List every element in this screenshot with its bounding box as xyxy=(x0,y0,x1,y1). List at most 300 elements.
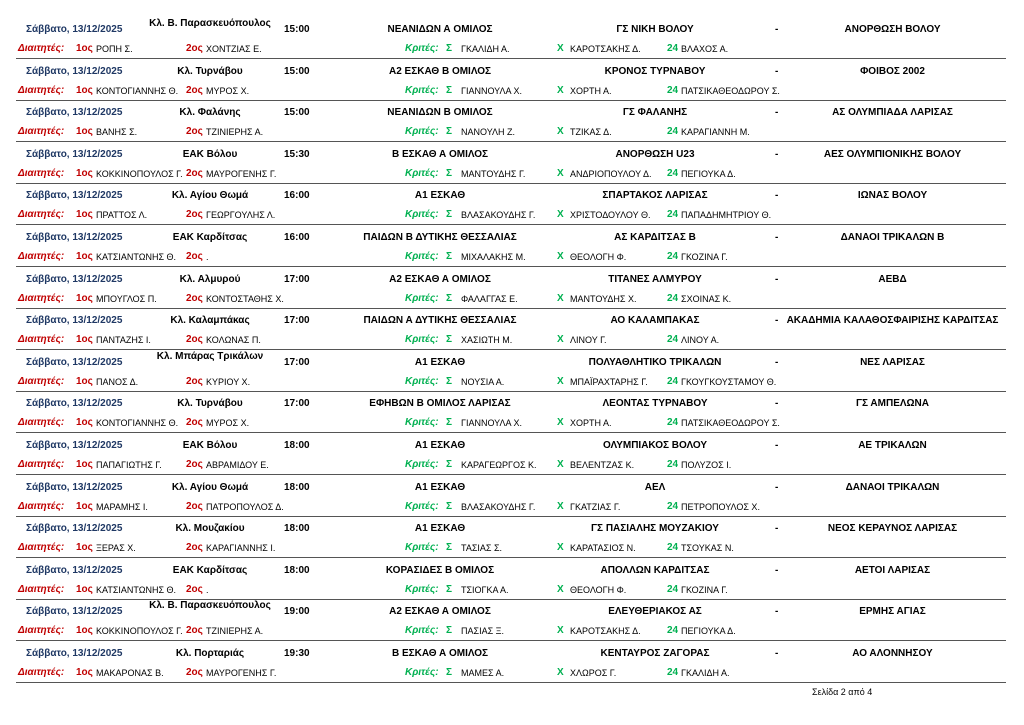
away-team: ΑΚΑΔΗΜΙΑ ΚΑΛΑΘΟΣΦΑΙΡΙΣΗΣ ΚΑΡΔΙΤΣΑΣ xyxy=(786,315,999,327)
scorer-name: ΜΑΜΕΣ Α. xyxy=(461,667,505,678)
away-team: ΑΝΟΡΘΩΣΗ ΒΟΛΟΥ xyxy=(844,24,941,35)
versus-dash: - xyxy=(775,273,779,285)
shot-clock-mark: 24 xyxy=(667,292,679,304)
first-referee-name: ΜΠΟΥΓΛΟΣ Π. xyxy=(96,293,157,304)
referees-label: Διαιτητές: xyxy=(18,126,65,138)
match-row xyxy=(0,351,1024,393)
shot-clock-mark: 24 xyxy=(667,417,679,429)
shot-clock-mark: 24 xyxy=(667,167,679,179)
judges-label: Κριτές: xyxy=(405,292,439,304)
scorer-mark: Σ xyxy=(446,583,453,595)
first-referee-name: ΠΑΠΑΓΙΩΤΗΣ Γ. xyxy=(96,459,162,470)
second-referee-name: ΓΕΩΡΓΟΥΛΗΣ Λ. xyxy=(206,210,276,221)
timer-mark: Χ xyxy=(557,167,564,179)
versus-dash: - xyxy=(775,481,779,493)
judges-label: Κριτές: xyxy=(405,666,439,678)
first-referee-name: ΡΟΠΗ Σ. xyxy=(96,44,133,54)
judges-label: Κριτές: xyxy=(405,583,439,595)
timer-name: ΑΝΔΡΙΟΠΟΥΛΟΥ Δ. xyxy=(570,168,652,179)
match-venue: ΕΑΚ Βόλου xyxy=(182,148,238,160)
versus-dash: - xyxy=(775,606,779,618)
judges-label: Κριτές: xyxy=(405,375,439,387)
scorer-mark: Σ xyxy=(446,542,453,554)
judges-label: Κριτές: xyxy=(405,84,439,96)
second-referee-label: 2ος xyxy=(186,43,203,54)
match-time: 17:00 xyxy=(284,356,310,368)
scorer-name: ΦΑΛΑΓΓΑΣ Ε. xyxy=(461,293,518,304)
match-date: Σάββατο, 13/12/2025 xyxy=(26,231,123,243)
home-team: ΠΟΛΥΑΘΛΗΤΙΚΟ ΤΡΙΚΑΛΩΝ xyxy=(588,356,722,368)
away-team: ΑΕΣ ΟΛΥΜΠΙΟΝΙΚΗΣ ΒΟΛΟΥ xyxy=(823,148,962,160)
match-category: Β ΕΣΚΑΘ Α ΟΜΙΛΟΣ xyxy=(391,647,489,659)
away-team: ΑΕ ΤΡΙΚΑΛΩΝ xyxy=(858,439,927,451)
match-time: 15:00 xyxy=(284,65,310,77)
match-date: Σάββατο, 13/12/2025 xyxy=(26,398,123,410)
scorer-mark: Σ xyxy=(446,417,453,429)
match-date: Σάββατο, 13/12/2025 xyxy=(26,523,123,535)
scorer-mark: Σ xyxy=(446,375,453,387)
first-referee-name: ΞΕΡΑΣ Χ. xyxy=(96,543,136,554)
first-referee-name: ΒΑΝΗΣ Σ. xyxy=(96,127,138,138)
referees-label: Διαιτητές: xyxy=(18,209,65,221)
first-referee-name: ΚΟΚΚΙΝΟΠΟΥΛΟΣ Γ. xyxy=(96,168,183,179)
first-referee-label: 1ος xyxy=(76,500,93,512)
timer-name: ΧΛΩΡΟΣ Γ. xyxy=(570,667,617,678)
match-category: Α1 ΕΣΚΑΘ xyxy=(414,439,466,451)
match-category: Α2 ΕΣΚΑΘ Α ΟΜΙΛΟΣ xyxy=(389,273,491,285)
match-venue: Κλ. Μουζακίου xyxy=(175,523,245,535)
referees-label: Διαιτητές: xyxy=(18,500,65,512)
referees-label: Διαιτητές: xyxy=(18,84,65,96)
away-team: ΑΕΤΟΙ ΛΑΡΙΣΑΣ xyxy=(854,564,931,576)
scorer-mark: Σ xyxy=(446,250,453,262)
match-venue: Κλ. Καλαμπάκας xyxy=(170,315,250,327)
match-date: Σάββατο, 13/12/2025 xyxy=(26,24,123,35)
timer-mark: Χ xyxy=(557,84,564,96)
scorer-name: ΚΑΡΑΓΕΩΡΓΟΣ Κ. xyxy=(461,459,537,470)
first-referee-name: ΠΑΝΟΣ Δ. xyxy=(96,376,139,387)
timer-name: ΜΑΝΤΟΥΔΗΣ Χ. xyxy=(570,293,637,304)
timer-mark: Χ xyxy=(557,43,564,54)
first-referee-name: ΚΟΝΤΟΓΙΑΝΝΗΣ Θ. xyxy=(96,418,179,429)
away-team: ΑΕΒΔ xyxy=(878,273,907,285)
shot-clock-name: ΠΕΤΡΟΠΟΥΛΟΣ Χ. xyxy=(681,501,760,512)
first-referee-label: 1ος xyxy=(76,43,93,54)
first-referee-name: ΚΑΤΣΙΑΝΤΩΝΗΣ Θ. xyxy=(96,584,177,595)
away-team: ΑΣ ΟΛΥΜΠΙΑΔΑ ΛΑΡΙΣΑΣ xyxy=(832,107,953,119)
timer-mark: Χ xyxy=(557,292,564,304)
timer-mark: Χ xyxy=(557,583,564,595)
second-referee-name: ΤΖΙΝΙΕΡΗΣ Α. xyxy=(206,127,264,138)
second-referee-label: 2ος xyxy=(186,500,203,512)
first-referee-label: 1ος xyxy=(76,250,93,262)
referees-label: Διαιτητές: xyxy=(18,334,65,346)
scorer-name: ΓΚΑΛΙΔΗ Α. xyxy=(461,44,510,54)
match-category: Α2 ΕΣΚΑΘ Β ΟΜΙΛΟΣ xyxy=(388,65,492,77)
match-venue: Κλ. Πορταριάς xyxy=(175,647,245,659)
scorer-name: ΓΙΑΝΝΟΥΛΑ Χ. xyxy=(461,85,523,96)
match-date: Σάββατο, 13/12/2025 xyxy=(26,356,123,368)
shot-clock-name: ΓΚΟΖΙΝΑ Γ. xyxy=(681,584,728,595)
judges-label: Κριτές: xyxy=(405,625,439,637)
scorer-mark: Σ xyxy=(446,625,453,637)
second-referee-label: 2ος xyxy=(186,375,203,387)
match-venue: Κλ. Μπάρας Τρικάλων xyxy=(156,350,264,362)
home-team: ΕΛΕΥΘΕΡΙΑΚΟΣ ΑΣ xyxy=(608,606,702,618)
second-referee-label: 2ος xyxy=(186,666,203,678)
timer-name: ΒΕΛΕΝΤΖΑΣ Κ. xyxy=(570,459,635,470)
match-time: 18:00 xyxy=(284,481,310,493)
shot-clock-name: ΠΑΤΣΙΚΑΘΕΟΔΩΡΟΥ Σ. xyxy=(681,418,780,429)
match-schedule xyxy=(0,18,1024,684)
match-category: Α2 ΕΣΚΑΘ Α ΟΜΙΛΟΣ xyxy=(389,606,491,618)
away-team: ΕΡΜΗΣ ΑΓΙΑΣ xyxy=(859,606,926,618)
referees-label: Διαιτητές: xyxy=(18,375,65,387)
match-venue: Κλ. Τυρνάβου xyxy=(177,398,243,410)
first-referee-name: ΠΡΑΤΤΟΣ Λ. xyxy=(96,210,148,221)
scorer-mark: Σ xyxy=(446,666,453,678)
shot-clock-name: ΠΟΛΥΖΟΣ Ι. xyxy=(681,459,732,470)
home-team: ΚΡΟΝΟΣ ΤΥΡΝΑΒΟΥ xyxy=(604,65,706,77)
match-row xyxy=(0,101,1024,143)
shot-clock-name: ΤΣΟΥΚΑΣ Ν. xyxy=(681,543,734,554)
match-row xyxy=(0,226,1024,268)
match-category: ΠΑΙΔΩΝ Α ΔΥΤΙΚΗΣ ΘΕΣΣΑΛΙΑΣ xyxy=(363,315,517,327)
second-referee-label: 2ος xyxy=(186,167,203,179)
second-referee-name: ΜΥΡΟΣ Χ. xyxy=(206,85,250,96)
match-date: Σάββατο, 13/12/2025 xyxy=(26,148,123,160)
scorer-name: ΒΛΑΣΑΚΟΥΔΗΣ Γ. xyxy=(461,210,536,221)
second-referee-label: 2ος xyxy=(186,292,203,304)
versus-dash: - xyxy=(775,65,779,77)
match-row xyxy=(0,559,1024,601)
match-date: Σάββατο, 13/12/2025 xyxy=(26,107,123,119)
away-team: ΔΑΝΑΟΙ ΤΡΙΚΑΛΩΝ Β xyxy=(840,231,945,243)
scorer-name: ΝΟΥΣΙΑ Α. xyxy=(461,376,505,387)
scorer-mark: Σ xyxy=(446,292,453,304)
scorer-name: ΜΙΧΑΛΑΚΗΣ Μ. xyxy=(461,251,526,262)
judges-label: Κριτές: xyxy=(405,458,439,470)
match-time: 15:00 xyxy=(284,107,310,119)
match-venue: ΕΑΚ Καρδίτσας xyxy=(172,231,248,243)
first-referee-name: ΚΟΝΤΟΓΙΑΝΝΗΣ Θ. xyxy=(96,85,179,96)
timer-mark: Χ xyxy=(557,625,564,637)
scorer-name: ΓΙΑΝΝΟΥΛΑ Χ. xyxy=(461,418,523,429)
timer-name: ΜΠΑΪΡΑΧΤΑΡΗΣ Γ. xyxy=(570,376,648,387)
match-date: Σάββατο, 13/12/2025 xyxy=(26,647,123,659)
match-category: ΕΦΗΒΩΝ Β ΟΜΙΛΟΣ ΛΑΡΙΣΑΣ xyxy=(369,398,511,410)
match-venue: Κλ. Β. Παρασκευόπουλος xyxy=(149,18,271,29)
second-referee-name: ΑΒΡΑΜΙΔΟΥ Ε. xyxy=(206,459,269,470)
timer-mark: Χ xyxy=(557,209,564,221)
second-referee-name: ΜΑΥΡΟΓΕΝΗΣ Γ. xyxy=(206,667,277,678)
shot-clock-mark: 24 xyxy=(667,250,679,262)
match-date: Σάββατο, 13/12/2025 xyxy=(26,273,123,285)
match-row xyxy=(0,392,1024,434)
shot-clock-mark: 24 xyxy=(667,126,679,138)
timer-name: ΧΟΡΤΗ Α. xyxy=(570,418,612,429)
home-team: ΑΕΛ xyxy=(644,481,666,493)
first-referee-label: 1ος xyxy=(76,167,93,179)
second-referee-label: 2ος xyxy=(186,126,203,138)
timer-mark: Χ xyxy=(557,126,564,138)
home-team: ΛΕΟΝΤΑΣ ΤΥΡΝΑΒΟΥ xyxy=(602,398,708,410)
timer-name: ΚΑΡΟΤΣΑΚΗΣ Δ. xyxy=(570,626,641,637)
first-referee-label: 1ος xyxy=(76,126,93,138)
scorer-mark: Σ xyxy=(446,84,453,96)
first-referee-name: ΜΑΡΑΜΗΣ Ι. xyxy=(96,501,148,512)
home-team: ΣΠΑΡΤΑΚΟΣ ΛΑΡΙΣΑΣ xyxy=(602,190,708,202)
shot-clock-mark: 24 xyxy=(667,500,679,512)
second-referee-name: ΤΖΙΝΙΕΡΗΣ Α. xyxy=(206,626,264,637)
referees-label: Διαιτητές: xyxy=(18,43,65,54)
timer-mark: Χ xyxy=(557,666,564,678)
shot-clock-name: ΛΙΝΟΥ Α. xyxy=(681,335,720,346)
timer-mark: Χ xyxy=(557,458,564,470)
versus-dash: - xyxy=(775,356,779,368)
timer-mark: Χ xyxy=(557,375,564,387)
match-date: Σάββατο, 13/12/2025 xyxy=(26,315,123,327)
home-team: ΑΣ ΚΑΡΔΙΤΣΑΣ Β xyxy=(614,231,696,243)
match-time: 17:00 xyxy=(284,315,310,327)
match-time: 18:00 xyxy=(284,564,310,576)
shot-clock-name: ΠΕΓΙΟΥΚΑ Δ. xyxy=(681,168,736,179)
match-time: 18:00 xyxy=(284,523,310,535)
judges-label: Κριτές: xyxy=(405,167,439,179)
first-referee-label: 1ος xyxy=(76,209,93,221)
shot-clock-name: ΓΚΑΛΙΔΗ Α. xyxy=(681,667,730,678)
home-team: ΓΣ ΠΑΣΙΑΛΗΣ ΜΟΥΖΑΚΙΟΥ xyxy=(591,523,719,535)
shot-clock-name: ΠΕΓΙΟΥΚΑ Δ. xyxy=(681,626,736,637)
judges-label: Κριτές: xyxy=(405,417,439,429)
second-referee-name: ΜΑΥΡΟΓΕΝΗΣ Γ. xyxy=(206,168,277,179)
scorer-name: ΠΑΣΙΑΣ Ξ. xyxy=(461,626,504,637)
timer-name: ΛΙΝΟΥ Γ. xyxy=(570,335,607,346)
shot-clock-mark: 24 xyxy=(667,209,679,221)
scorer-name: ΝΑΝΟΥΛΗ Ζ. xyxy=(461,127,516,138)
match-category: Α1 ΕΣΚΑΘ xyxy=(414,356,466,368)
scorer-mark: Σ xyxy=(446,209,453,221)
referees-label: Διαιτητές: xyxy=(18,458,65,470)
match-venue: ΕΑΚ Βόλου xyxy=(182,439,238,451)
second-referee-label: 2ος xyxy=(186,625,203,637)
second-referee-label: 2ος xyxy=(186,583,203,595)
home-team: ΑΝΟΡΘΩΣΗ U23 xyxy=(615,148,695,160)
timer-name: ΘΕΟΛΟΓΗ Φ. xyxy=(570,584,627,595)
match-date: Σάββατο, 13/12/2025 xyxy=(26,481,123,493)
timer-name: ΧΡΙΣΤΟΔΟΥΛΟΥ Θ. xyxy=(570,210,651,221)
referees-label: Διαιτητές: xyxy=(18,625,65,637)
match-row xyxy=(0,184,1024,226)
home-team: ΓΣ ΦΑΛΑΝΗΣ xyxy=(622,107,688,119)
referees-label: Διαιτητές: xyxy=(18,167,65,179)
match-time: 15:30 xyxy=(284,148,310,160)
match-venue: Κλ. Τυρνάβου xyxy=(177,65,243,77)
match-category: Α1 ΕΣΚΑΘ xyxy=(414,523,466,535)
shot-clock-mark: 24 xyxy=(667,666,679,678)
match-row xyxy=(0,642,1024,684)
timer-name: ΤΖΙΚΑΣ Δ. xyxy=(570,127,612,138)
home-team: ΚΕΝΤΑΥΡΟΣ ΖΑΓΟΡΑΣ xyxy=(600,647,710,659)
match-row xyxy=(0,309,1024,351)
referees-label: Διαιτητές: xyxy=(18,666,65,678)
first-referee-label: 1ος xyxy=(76,625,93,637)
away-team: ΦΟΙΒΟΣ 2002 xyxy=(860,65,925,77)
match-time: 19:00 xyxy=(284,606,310,618)
first-referee-name: ΚΟΚΚΙΝΟΠΟΥΛΟΣ Γ. xyxy=(96,626,183,637)
match-venue: Κλ. Αγίου Θωμά xyxy=(171,481,249,493)
second-referee-label: 2ος xyxy=(186,250,203,262)
match-date: Σάββατο, 13/12/2025 xyxy=(26,439,123,451)
first-referee-name: ΚΑΤΣΙΑΝΤΩΝΗΣ Θ. xyxy=(96,251,177,262)
match-row xyxy=(0,600,1024,642)
second-referee-label: 2ος xyxy=(186,84,203,96)
second-referee-label: 2ος xyxy=(186,417,203,429)
match-category: ΝΕΑΝΙΔΩΝ Β ΟΜΙΛΟΣ xyxy=(387,107,493,119)
shot-clock-name: ΠΑΠΑΔΗΜΗΤΡΙΟΥ Θ. xyxy=(681,210,772,221)
match-time: 17:00 xyxy=(284,398,310,410)
match-venue: Κλ. Αλμυρού xyxy=(179,273,241,285)
match-category: Β ΕΣΚΑΘ Α ΟΜΙΛΟΣ xyxy=(391,148,489,160)
judges-label: Κριτές: xyxy=(405,43,439,54)
versus-dash: - xyxy=(775,439,779,451)
match-category: ΚΟΡΑΣΙΔΕΣ Β ΟΜΙΛΟΣ xyxy=(385,564,495,576)
timer-mark: Χ xyxy=(557,417,564,429)
row-divider xyxy=(16,682,1006,683)
shot-clock-name: ΓΚΟΥΓΚΟΥΣΤΑΜΟΥ Θ. xyxy=(681,376,777,387)
away-team: ΝΕΣ ΛΑΡΙΣΑΣ xyxy=(860,356,925,368)
match-venue: ΕΑΚ Καρδίτσας xyxy=(172,564,248,576)
second-referee-name: ΜΥΡΟΣ Χ. xyxy=(206,418,250,429)
scorer-mark: Σ xyxy=(446,334,453,346)
referees-label: Διαιτητές: xyxy=(18,542,65,554)
scorer-mark: Σ xyxy=(446,126,453,138)
match-time: 18:00 xyxy=(284,439,310,451)
match-time: 15:00 xyxy=(284,24,310,35)
scorer-mark: Σ xyxy=(446,500,453,512)
versus-dash: - xyxy=(775,107,779,119)
referees-label: Διαιτητές: xyxy=(18,417,65,429)
match-date: Σάββατο, 13/12/2025 xyxy=(26,190,123,202)
match-row xyxy=(0,434,1024,476)
judges-label: Κριτές: xyxy=(405,542,439,554)
scorer-mark: Σ xyxy=(446,458,453,470)
judges-label: Κριτές: xyxy=(405,334,439,346)
scorer-mark: Σ xyxy=(446,167,453,179)
first-referee-label: 1ος xyxy=(76,292,93,304)
first-referee-label: 1ος xyxy=(76,84,93,96)
timer-name: ΧΟΡΤΗ Α. xyxy=(570,85,612,96)
judges-label: Κριτές: xyxy=(405,209,439,221)
first-referee-label: 1ος xyxy=(76,583,93,595)
shot-clock-mark: 24 xyxy=(667,43,679,54)
second-referee-label: 2ος xyxy=(186,334,203,346)
shot-clock-name: ΒΛΑΧΟΣ Α. xyxy=(681,44,729,54)
shot-clock-name: ΠΑΤΣΙΚΑΘΕΟΔΩΡΟΥ Σ. xyxy=(681,85,780,96)
shot-clock-mark: 24 xyxy=(667,458,679,470)
scorer-name: ΜΑΝΤΟΥΔΗΣ Γ. xyxy=(461,168,526,179)
match-date: Σάββατο, 13/12/2025 xyxy=(26,564,123,576)
shot-clock-name: ΣΧΟΙΝΑΣ Κ. xyxy=(681,293,732,304)
timer-name: ΚΑΡΑΤΑΣΙΟΣ Ν. xyxy=(570,543,636,554)
second-referee-name: ΧΟΝΤΖΙΑΣ Ε. xyxy=(206,44,262,54)
home-team: ΑΠΟΛΛΩΝ ΚΑΡΔΙΤΣΑΣ xyxy=(600,564,710,576)
first-referee-label: 1ος xyxy=(76,666,93,678)
timer-mark: Χ xyxy=(557,500,564,512)
second-referee-label: 2ος xyxy=(186,458,203,470)
home-team: ΟΛΥΜΠΙΑΚΟΣ ΒΟΛΟΥ xyxy=(602,439,708,451)
shot-clock-mark: 24 xyxy=(667,334,679,346)
match-category: Α1 ΕΣΚΑΘ xyxy=(414,481,466,493)
shot-clock-name: ΓΚΟΖΙΝΑ Γ. xyxy=(681,251,728,262)
match-time: 17:00 xyxy=(284,273,310,285)
match-date: Σάββατο, 13/12/2025 xyxy=(26,606,123,618)
second-referee-name: ΚΥΡΙΟΥ Χ. xyxy=(206,376,251,387)
second-referee-label: 2ος xyxy=(186,209,203,221)
timer-mark: Χ xyxy=(557,334,564,346)
judges-label: Κριτές: xyxy=(405,500,439,512)
first-referee-label: 1ος xyxy=(76,542,93,554)
first-referee-name: ΜΑΚΑΡΟΝΑΣ Β. xyxy=(96,667,164,678)
match-category: ΝΕΑΝΙΔΩΝ Α ΟΜΙΛΟΣ xyxy=(387,24,493,35)
match-venue: Κλ. Αγίου Θωμά xyxy=(171,190,249,202)
match-time: 16:00 xyxy=(284,190,310,202)
second-referee-name: . xyxy=(206,584,209,595)
second-referee-label: 2ος xyxy=(186,542,203,554)
first-referee-label: 1ος xyxy=(76,375,93,387)
match-row xyxy=(0,143,1024,185)
match-category: Α1 ΕΣΚΑΘ xyxy=(414,190,466,202)
versus-dash: - xyxy=(775,398,779,410)
scorer-name: ΤΣΙΟΓΚΑ Α. xyxy=(461,584,509,595)
match-category: ΠΑΙΔΩΝ Β ΔΥΤΙΚΗΣ ΘΕΣΣΑΛΙΑΣ xyxy=(363,231,517,243)
referees-label: Διαιτητές: xyxy=(18,250,65,262)
versus-dash: - xyxy=(775,564,779,576)
shot-clock-name: ΚΑΡΑΓΙΑΝΝΗ Μ. xyxy=(681,127,750,138)
timer-name: ΘΕΟΛΟΓΗ Φ. xyxy=(570,251,627,262)
timer-name: ΓΚΑΤΖΙΑΣ Γ. xyxy=(570,501,621,512)
second-referee-name: ΚΑΡΑΓΙΑΝΝΗΣ Ι. xyxy=(206,543,276,554)
versus-dash: - xyxy=(775,231,779,243)
shot-clock-mark: 24 xyxy=(667,84,679,96)
page-number: Σελίδα 2 από 4 xyxy=(812,687,873,697)
first-referee-name: ΠΑΝΤΑΖΗΣ Ι. xyxy=(96,335,151,346)
match-time: 19:30 xyxy=(284,647,310,659)
referees-label: Διαιτητές: xyxy=(18,292,65,304)
referees-label: Διαιτητές: xyxy=(18,583,65,595)
scorer-name: ΧΑΣΙΩΤΗ Μ. xyxy=(461,335,513,346)
second-referee-name: ΠΑΤΡΟΠΟΥΛΟΣ Δ. xyxy=(206,501,284,512)
versus-dash: - xyxy=(775,24,779,35)
match-row xyxy=(0,476,1024,518)
versus-dash: - xyxy=(775,647,779,659)
first-referee-label: 1ος xyxy=(76,458,93,470)
away-team: ΝΕΟΣ ΚΕΡΑΥΝΟΣ ΛΑΡΙΣΑΣ xyxy=(827,523,958,535)
timer-mark: Χ xyxy=(557,542,564,554)
scorer-name: ΤΑΣΙΑΣ Σ. xyxy=(461,543,503,554)
first-referee-label: 1ος xyxy=(76,417,93,429)
away-team: ΓΣ ΑΜΠΕΛΩΝΑ xyxy=(856,398,929,410)
shot-clock-mark: 24 xyxy=(667,625,679,637)
match-row xyxy=(0,60,1024,102)
versus-dash: - xyxy=(775,315,779,327)
away-team: ΔΑΝΑΟΙ ΤΡΙΚΑΛΩΝ xyxy=(845,481,940,493)
judges-label: Κριτές: xyxy=(405,250,439,262)
shot-clock-mark: 24 xyxy=(667,375,679,387)
home-team: ΓΣ ΝΙΚΗ ΒΟΛΟΥ xyxy=(616,24,694,35)
home-team: ΑΟ ΚΑΛΑΜΠΑΚΑΣ xyxy=(610,315,700,327)
home-team: ΤΙΤΑΝΕΣ ΑΛΜΥΡΟΥ xyxy=(608,273,702,285)
